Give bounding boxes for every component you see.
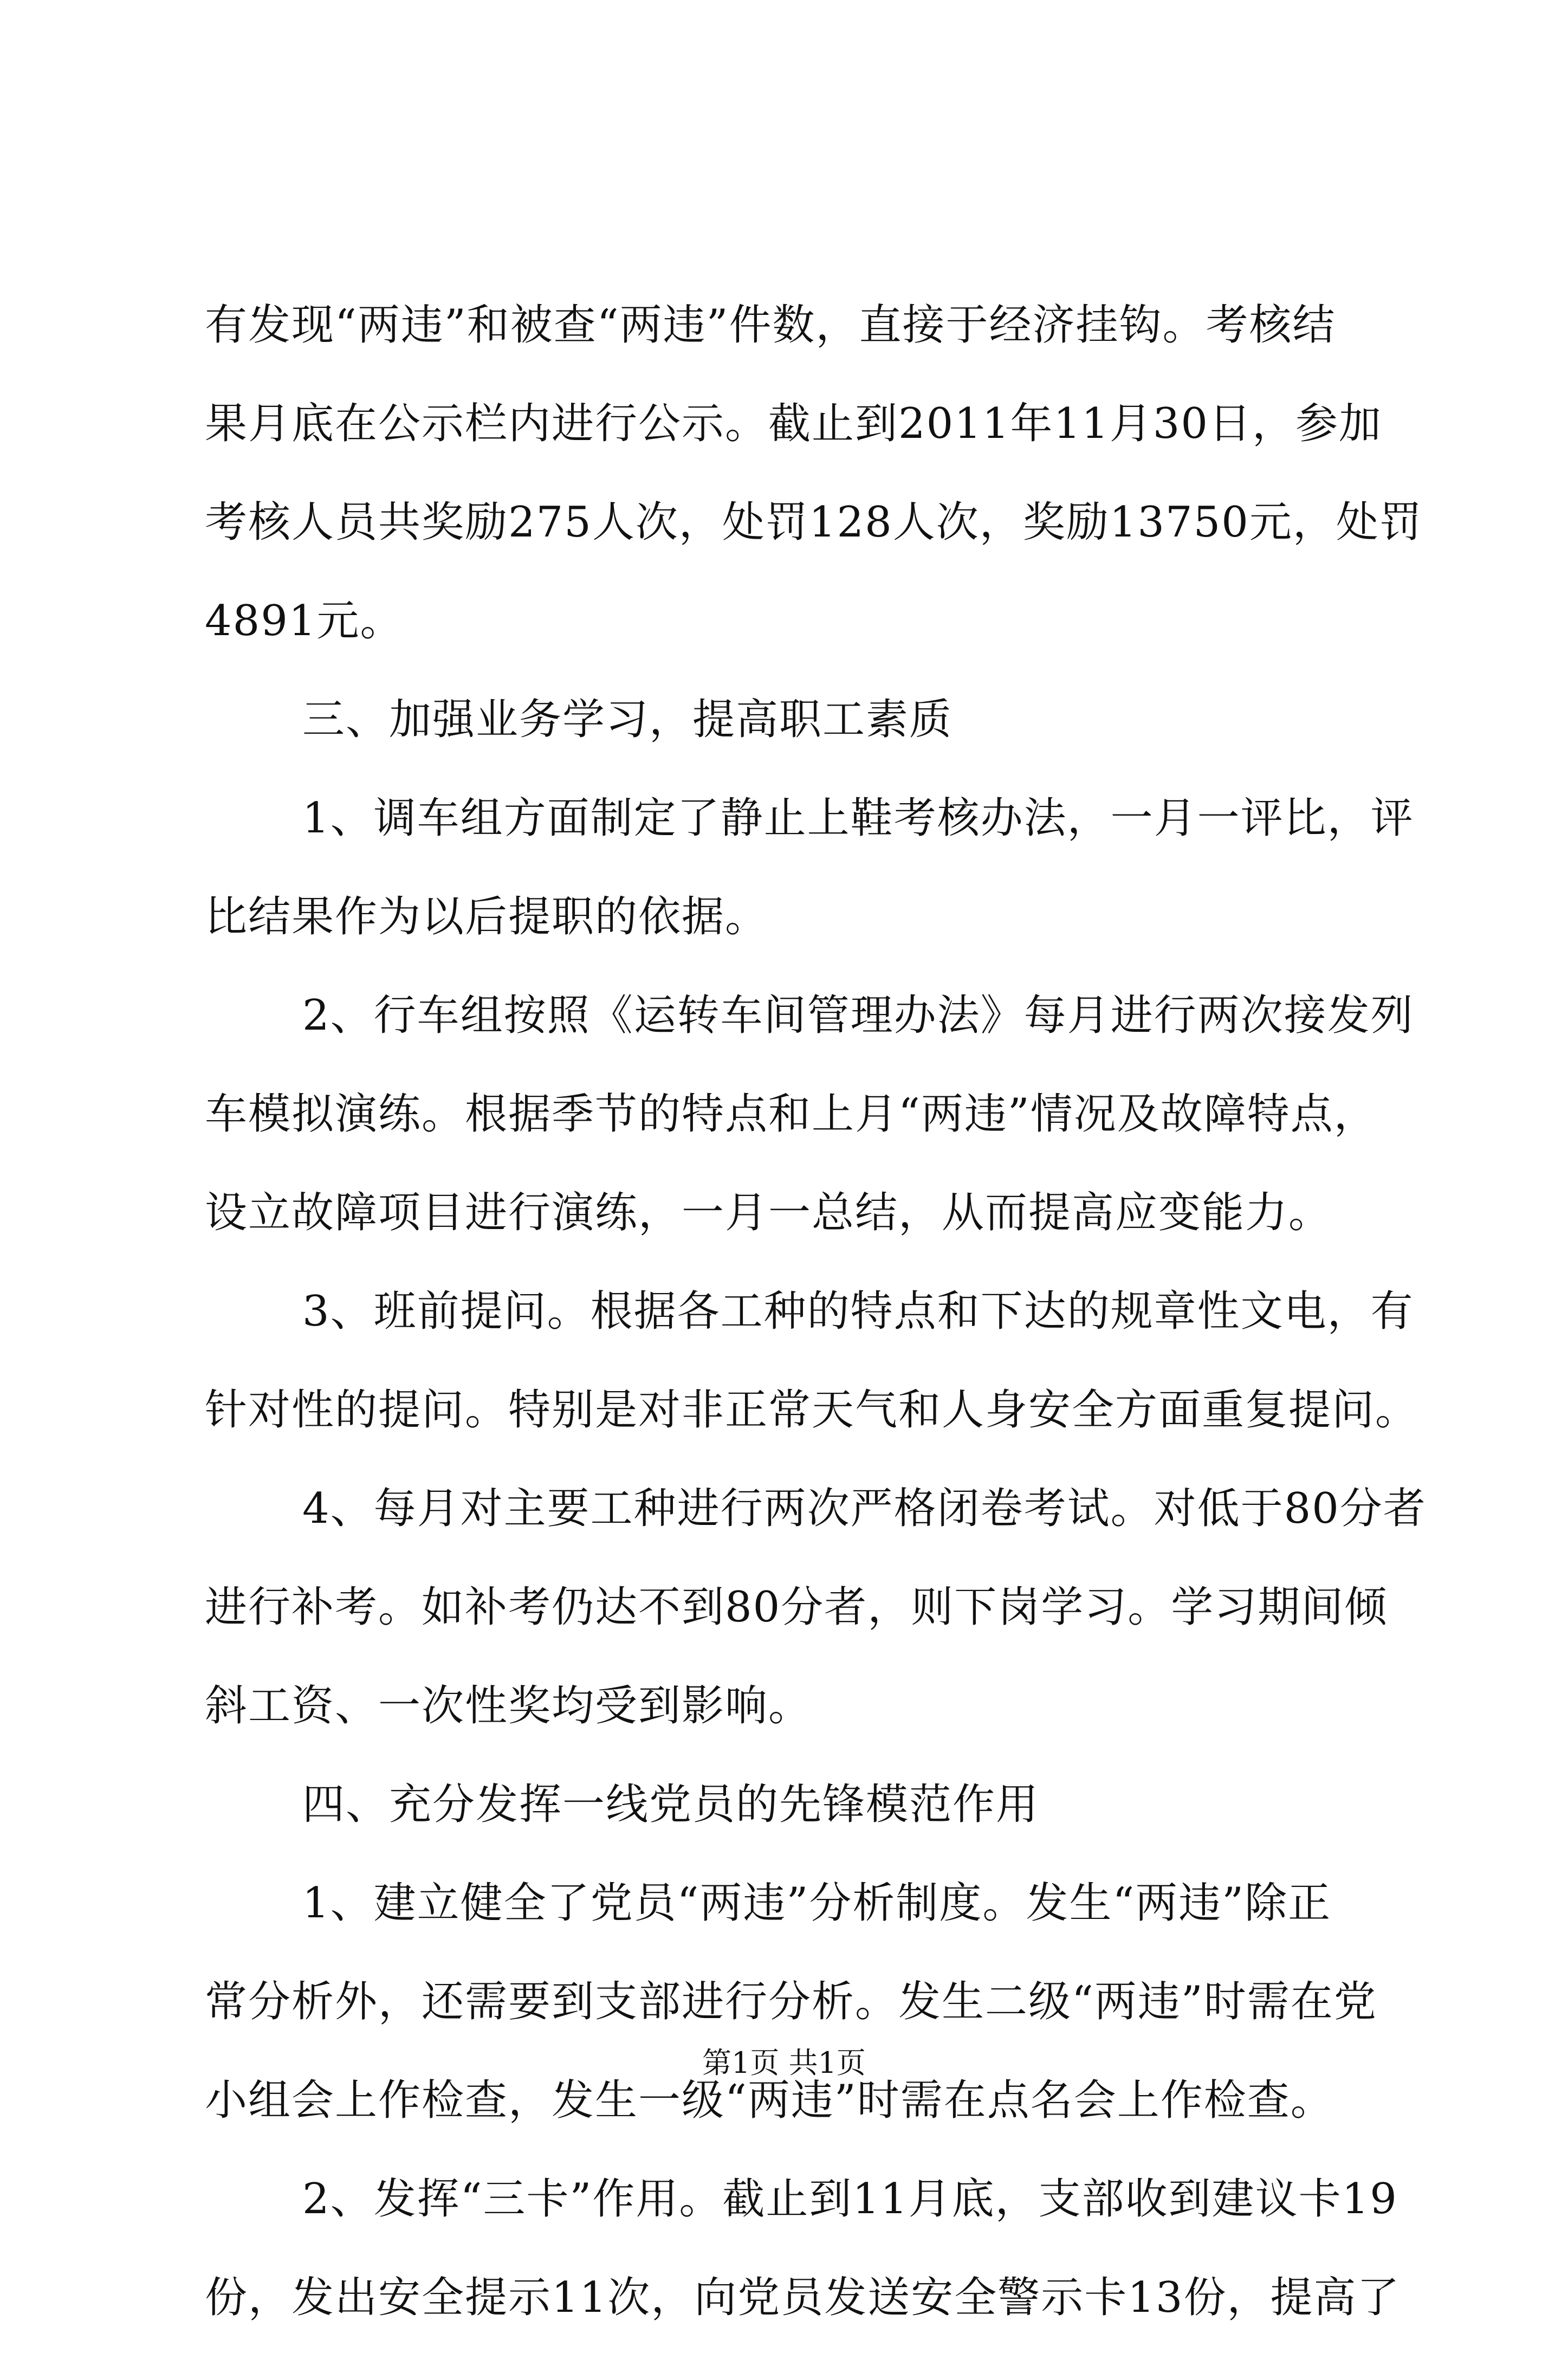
- text-line: 1、调车组方面制定了静止上鞋考核办法，一月一评比，评: [302, 794, 1414, 843]
- section-heading: 四、充分发挥一线党员的先锋模范作用: [302, 1780, 1040, 1829]
- text-line: 设立故障项目进行演练，一月一总结，从而提高应变能力。: [205, 1188, 1332, 1237]
- text-line: 车模拟演练。根据季节的特点和上月“两违”情况及故障特点，: [205, 1090, 1377, 1139]
- section-heading: 三、加强业务学习，提高职工素质: [302, 695, 953, 744]
- text-line: 常分析外，还需要到支部进行分析。发生二级“两违”时需在党: [205, 1977, 1377, 2026]
- text-line: 针对性的提问。特别是对非正常天气和人身安全方面重复提问。: [205, 1386, 1419, 1434]
- text-line: 考核人员共奖励275人次，处罚128人次，奖励13750元，处罚: [205, 498, 1423, 547]
- text-line: 1、建立健全了党员“两违”分析制度。发生“两违”除正: [302, 1879, 1332, 1928]
- text-line: 果月底在公示栏内进行公示。截止到2011年11月30日，参加: [205, 399, 1383, 448]
- document-body: [205, 282, 1427, 2353]
- page-number-footer: 第1页 共1页: [702, 2046, 866, 2080]
- text-line: 2、行车组按照《运转车间管理办法》每月进行两次接发列: [302, 991, 1414, 1040]
- text-line: 4、每月对主要工种进行两次严格闭卷考试。对低于80分者: [302, 1484, 1427, 1533]
- text-line: 斜工资、一次性奖均受到影响。: [205, 1682, 812, 1730]
- text-line: 小组会上作检查，发生一级“两违”时需在点名会上作检查。: [205, 2076, 1334, 2125]
- text-line: 有发现“两违”和被查“两违”件数，直接于经济挂钩。考核结: [205, 301, 1336, 350]
- text-line: 份，发出安全提示11次，向党员发送安全警示卡13份，提高了: [205, 2273, 1401, 2322]
- text-line: 3、班前提问。根据各工种的特点和下达的规章性文电，有: [302, 1287, 1414, 1336]
- text-line: 比结果作为以后提职的依据。: [205, 893, 769, 941]
- text-line: 4891元。: [205, 597, 404, 645]
- text-line: 2、发挥“三卡”作用。截止到11月底，支部收到建议卡19: [302, 2175, 1398, 2223]
- text-line: 进行补考。如补考仍达不到80分者，则下岗学习。学习期间倾: [205, 1583, 1388, 1632]
